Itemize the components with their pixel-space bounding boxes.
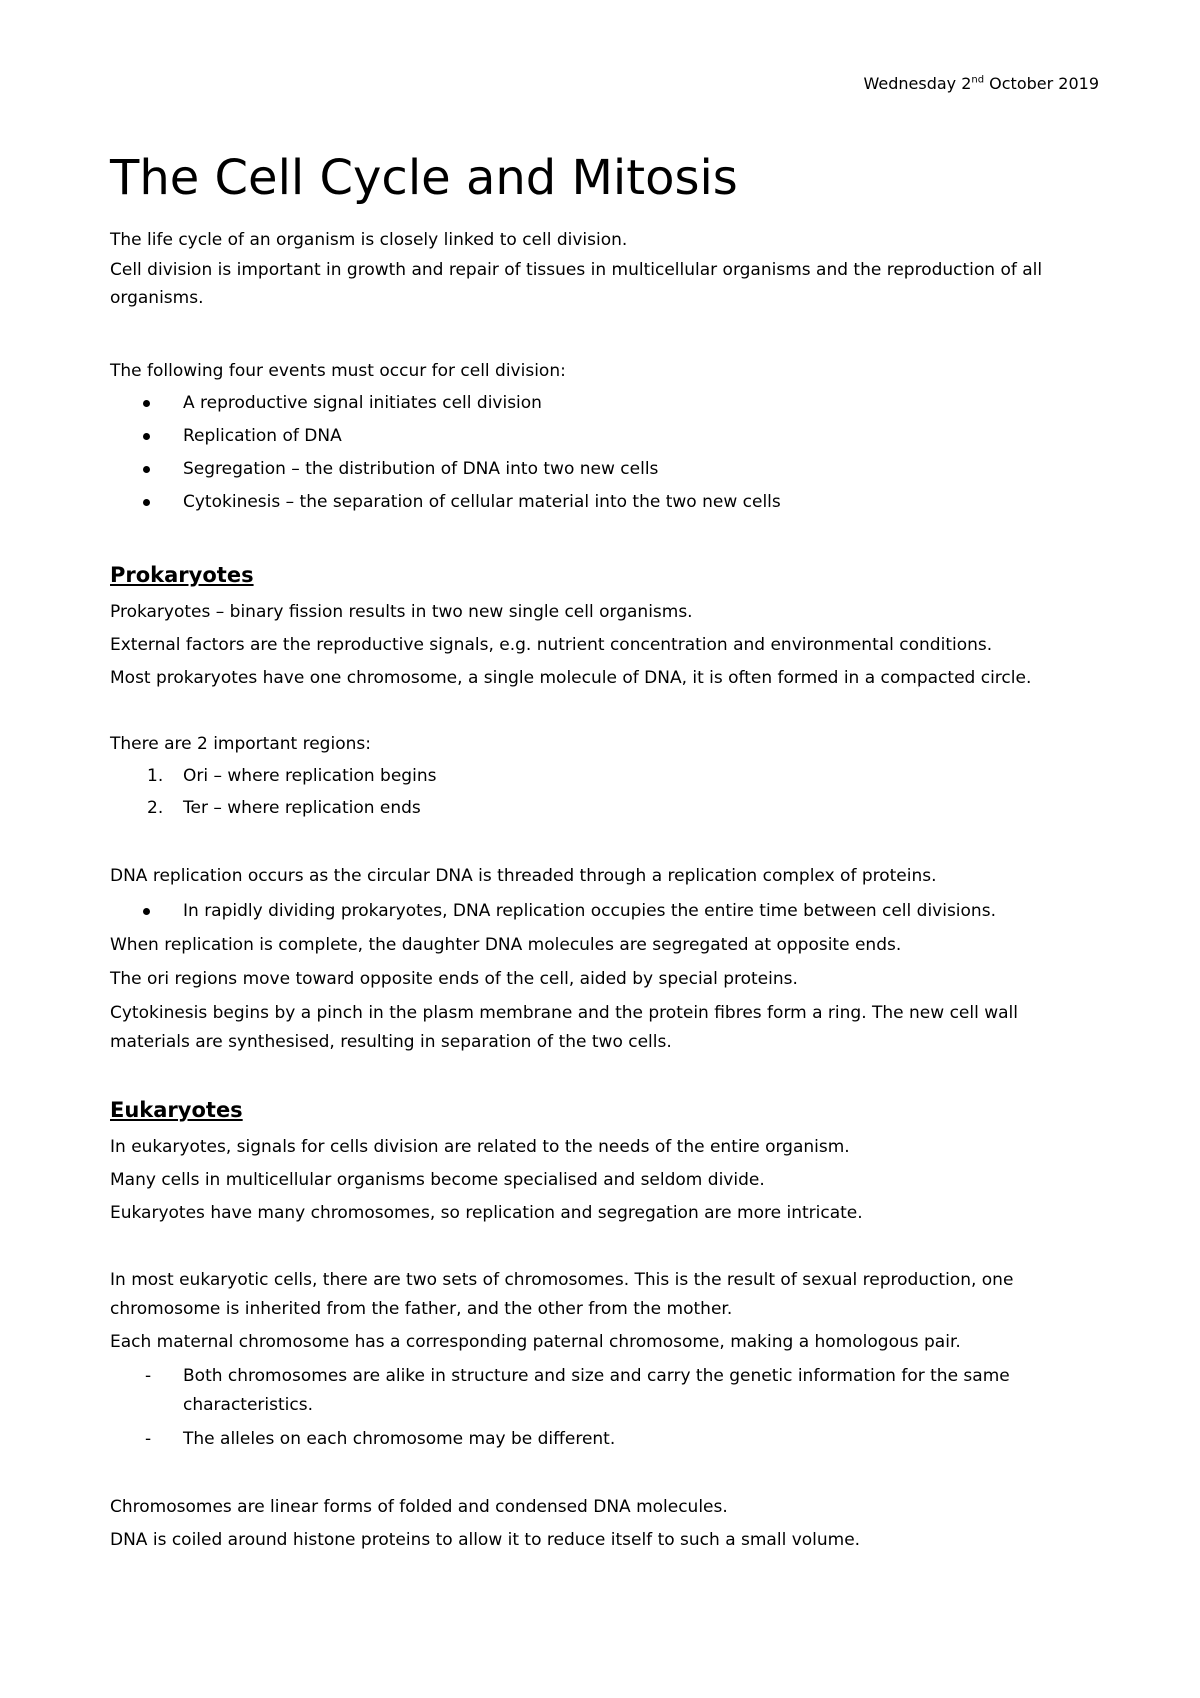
prokaryotes-para-7a: Cytokinesis begins by a pinch in the plasm membrane and the protein fibres form a ring. The new cell wall [110, 1003, 1018, 1023]
dash-marker: - [145, 1366, 152, 1386]
region-item: Ori – where replication begins [183, 766, 437, 786]
document-date [863, 74, 1099, 94]
eukaryotes-para-6: Chromosomes are linear forms of folded and condensed DNA molecules. [110, 1497, 728, 1517]
prokaryotes-para-5: When replication is complete, the daughter DNA molecules are segregated at opposite ends. [110, 935, 902, 955]
list-number: 1. [147, 766, 164, 786]
prokaryotes-para-3: Most prokaryotes have one chromosome, a single molecule of DNA, it is often formed in a compacted circle. [110, 668, 1032, 688]
event-item: Cytokinesis – the separation of cellular material into the two new cells [183, 492, 781, 512]
eukaryotes-heading: Eukaryotes [110, 1098, 243, 1122]
intro-line-1: The life cycle of an organism is closely linked to cell division. [110, 230, 628, 250]
region-item: Ter – where replication ends [183, 798, 421, 818]
date-suffix: October 2019 [984, 74, 1099, 93]
date-ordinal: nd [971, 74, 985, 86]
eukaryotes-para-3: Eukaryotes have many chromosomes, so replication and segregation are more intricate. [110, 1203, 863, 1223]
document-title: The Cell Cycle and Mitosis [110, 150, 738, 206]
eukaryotes-para-4b: chromosome is inherited from the father, and the other from the mother. [110, 1299, 733, 1319]
prokaryotes-para-1: Prokaryotes – binary fission results in two new single cell organisms. [110, 602, 693, 622]
intro-line-2: Cell division is important in growth and repair of tissues in multicellular organisms and the reproduction of all [110, 260, 1043, 280]
event-item: Segregation – the distribution of DNA into two new cells [183, 459, 659, 479]
eukaryotes-para-1: In eukaryotes, signals for cells division are related to the needs of the entire organism. [110, 1137, 850, 1157]
eukaryotes-para-4a: In most eukaryotic cells, there are two sets of chromosomes. This is the result of sexual reproduction, one [110, 1270, 1014, 1290]
intro-line-3: organisms. [110, 288, 204, 308]
prokaryotes-heading: Prokaryotes [110, 563, 254, 587]
list-number: 2. [147, 798, 164, 818]
eukaryotes-para-5: Each maternal chromosome has a corresponding paternal chromosome, making a homologous pair. [110, 1332, 961, 1352]
dash-marker: - [145, 1429, 152, 1449]
eukaryotes-dash-item-2: The alleles on each chromosome may be different. [183, 1429, 616, 1449]
event-item: A reproductive signal initiates cell division [183, 393, 542, 413]
prokaryotes-para-4: DNA replication occurs as the circular DNA is threaded through a replication complex of proteins. [110, 866, 937, 886]
events-lead: The following four events must occur for cell division: [110, 361, 566, 381]
eukaryotes-dash-item-1a: Both chromosomes are alike in structure and size and carry the genetic information for the same [183, 1366, 1010, 1386]
prokaryotes-bullet: In rapidly dividing prokaryotes, DNA replication occupies the entire time between cell divisions. [183, 901, 996, 921]
eukaryotes-dash-item-1b: characteristics. [183, 1395, 313, 1415]
event-item: Replication of DNA [183, 426, 342, 446]
regions-lead: There are 2 important regions: [110, 734, 371, 754]
prokaryotes-para-6: The ori regions move toward opposite ends of the cell, aided by special proteins. [110, 969, 798, 989]
eukaryotes-para-7: DNA is coiled around histone proteins to allow it to reduce itself to such a small volume. [110, 1530, 861, 1550]
prokaryotes-para-7b: materials are synthesised, resulting in separation of the two cells. [110, 1032, 672, 1052]
prokaryotes-para-2: External factors are the reproductive signals, e.g. nutrient concentration and environmental conditions. [110, 635, 993, 655]
eukaryotes-para-2: Many cells in multicellular organisms become specialised and seldom divide. [110, 1170, 765, 1190]
date-prefix: Wednesday 2 [863, 74, 972, 93]
